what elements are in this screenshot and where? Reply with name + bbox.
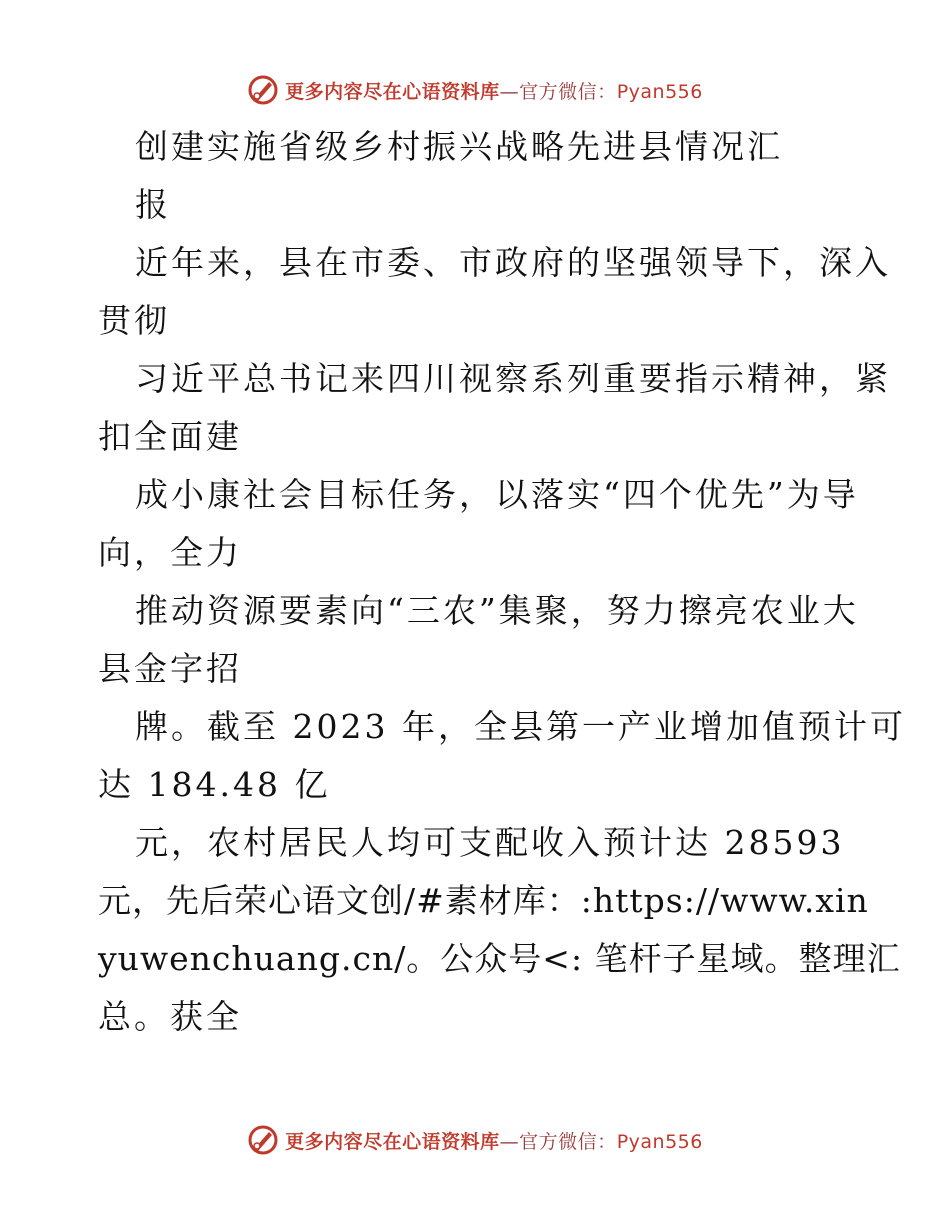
document-line: 近年来，县在市委、市政府的坚强领导下，深入 <box>135 243 891 282</box>
document-line: 报 <box>135 185 171 224</box>
document-line: 达 184.48 亿 <box>98 765 331 804</box>
footer-banner-text <box>285 1127 703 1154</box>
footer-banner-main: 更多内容尽在心语资料库 <box>285 1130 500 1153</box>
document-line: 总。获全 <box>98 997 242 1036</box>
document-line: 扣全面建 <box>98 417 242 456</box>
footer-banner-separator: — <box>499 1130 520 1153</box>
document-line: 县金字招 <box>98 649 242 688</box>
document-line: 贯彻 <box>98 301 170 340</box>
header-banner-wechat-id: Pyan556 <box>616 80 703 103</box>
document-line: 习近平总书记来四川视察系列重要指示精神，紧 <box>135 359 891 398</box>
document-line: 元，先后荣心语文创/#素材库：:https://www.xin <box>98 881 869 920</box>
header-banner-main: 更多内容尽在心语资料库 <box>285 80 500 103</box>
document-line: yuwenchuang.cn/。公众号<: 笔杆子星域。整理汇 <box>98 939 901 978</box>
document-line: 成小康社会目标任务，以落实“四个优先”为导 <box>135 475 859 514</box>
pen-logo-icon <box>247 1124 279 1156</box>
document-line: 元，农村居民人均可支配收入预计达 28593 <box>135 823 845 862</box>
footer-banner-wechat-id: Pyan556 <box>616 1130 703 1153</box>
header-banner-wechat-label: 官方微信： <box>519 80 617 103</box>
footer-banner <box>0 1120 950 1160</box>
footer-banner-wechat-label: 官方微信： <box>519 1130 617 1153</box>
document-line: 推动资源要素向“三农”集聚，努力擦亮农业大 <box>135 591 859 630</box>
document-line: 向，全力 <box>98 533 242 572</box>
header-banner-separator: — <box>499 80 520 103</box>
document-line: 创建实施省级乡村振兴战略先进县情况汇 <box>135 127 783 166</box>
document-line: 牌。截至 2023 年，全县第一产业增加值预计可 <box>135 707 906 746</box>
